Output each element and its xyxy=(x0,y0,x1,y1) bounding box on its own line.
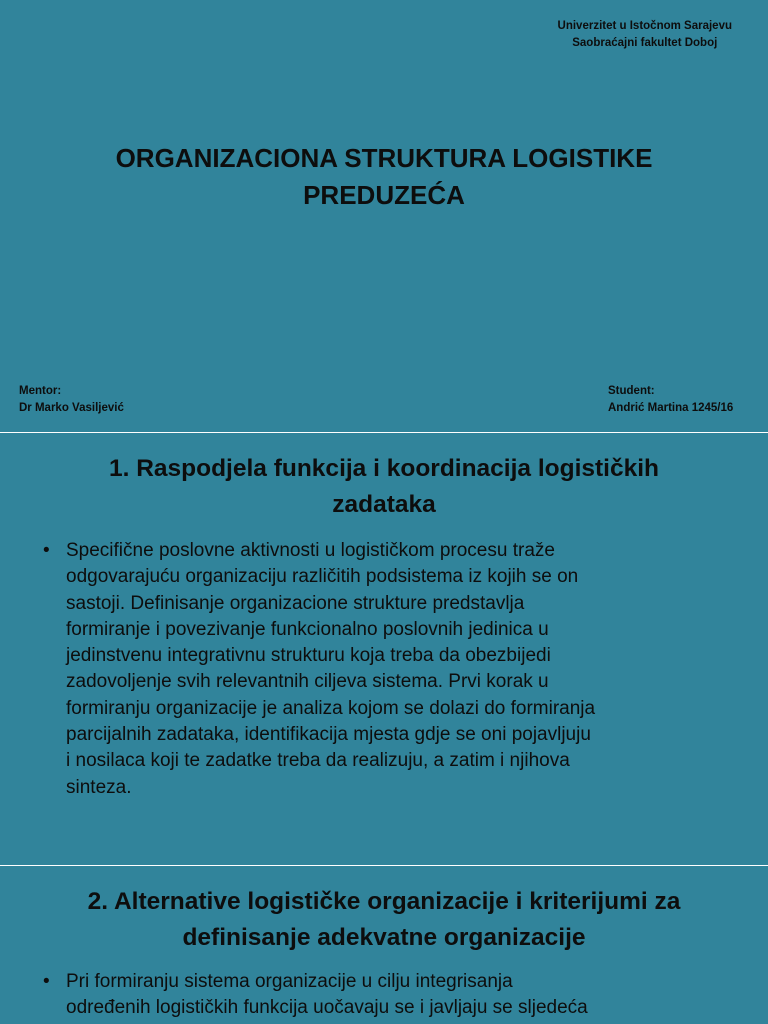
title-slide xyxy=(0,0,768,432)
student-block xyxy=(608,383,733,417)
bullet-line: formiranju organizacije je analiza kojom se dolazi do formiranja xyxy=(66,697,596,719)
content-slide-1 xyxy=(0,433,768,865)
slide-title xyxy=(30,451,738,523)
bullet-icon: • xyxy=(43,971,50,992)
bullet-line: sastoji. Definisanje organizacione strukture predstavlja xyxy=(66,592,525,614)
bullet-line: Specifične poslovne aktivnosti u logističkom procesu traže xyxy=(66,540,555,561)
mentor-block xyxy=(19,383,124,417)
slide-title-line2: zadataka xyxy=(332,491,436,518)
mentor-label: Mentor: xyxy=(19,385,62,397)
bullet-line: Pri formiranju sistema organizacije u cilju integrisanja xyxy=(66,971,513,992)
bullet-line: zadovoljenje svih relevantnih ciljeva sistema. Prvi korak u xyxy=(66,671,549,693)
presentation-title-line1: ORGANIZACIONA STRUKTURA LOGISTIKE xyxy=(115,143,653,173)
university-name: Univerzitet u Istočnom Sarajevu xyxy=(557,20,732,32)
faculty-name: Saobraćajni fakultet Doboj xyxy=(572,37,718,49)
mentor-name: Dr Marko Vasiljević xyxy=(19,402,124,414)
slide-title-line1: 1. Raspodjela funkcija i koordinacija logističkih xyxy=(108,455,660,482)
presentation-title-line2: PREDUZEĆA xyxy=(303,180,465,210)
student-label: Student: xyxy=(608,385,655,397)
bullet-line: odgovarajuću organizaciju različitih podsistema iz kojih se on xyxy=(66,566,579,588)
bullet-line: sinteza. xyxy=(66,776,132,798)
bullet-line: parcijalnih zadataka, identifikacija mjesta gdje se oni pojavljuju xyxy=(66,724,591,746)
university-header xyxy=(558,18,732,52)
content-slide-2 xyxy=(0,866,768,1024)
slide-title-line1: 2. Alternative logističke organizacije i kriterijumi za xyxy=(87,888,681,915)
bullet-line: jedinstvenu integrativnu strukturu koja treba da obezbijedi xyxy=(66,645,551,667)
bullet-line: i nosilaca koji te zadatke treba da realizuju, a zatim i njihova xyxy=(66,750,570,772)
slide-title-line2: definisanje adekvatne organizacije xyxy=(182,924,586,951)
bullet-line: određenih logističkih funkcija uočavaju se i javljaju se sljedeća xyxy=(66,997,588,1019)
student-name: Andrić Martina 1245/16 xyxy=(608,402,734,414)
presentation-title xyxy=(40,140,728,214)
bullet-paragraph xyxy=(43,969,738,1022)
bullet-paragraph xyxy=(43,538,738,801)
bullet-line: formiranje i povezivanje funkcionalno poslovnih jedinica u xyxy=(66,618,549,640)
bullet-icon: • xyxy=(43,540,50,561)
slide-title xyxy=(30,884,738,956)
